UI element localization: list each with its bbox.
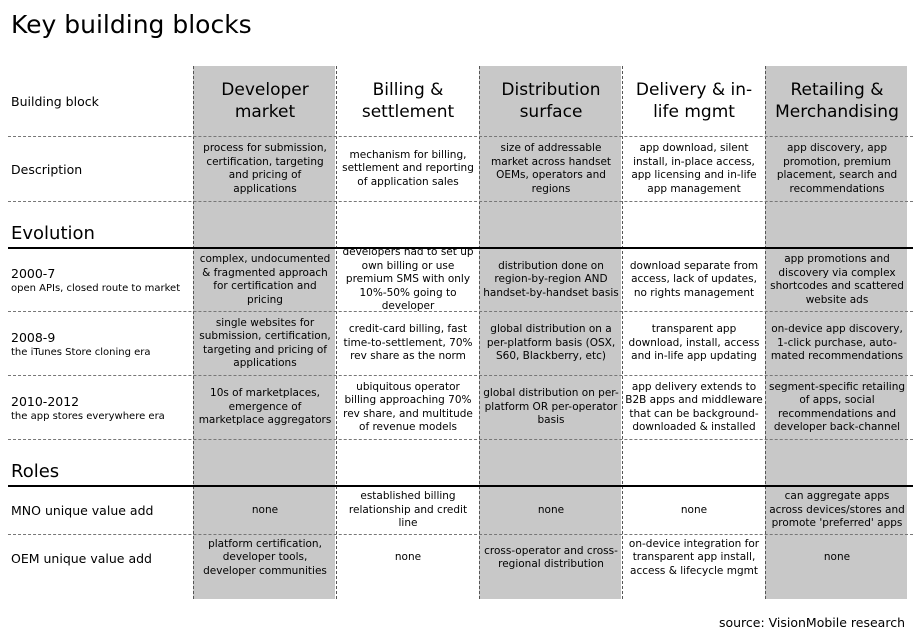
evolution-cell: app promotions and discovery via complex shortcodes and scattered website ads (770, 253, 904, 306)
evolution-cell: developers had to set up own billing or use premium SMS with only 10%-50% going to developer (342, 246, 474, 313)
description-label: Description (11, 161, 83, 177)
evolution-cell: 10s of marketplaces, emergence of marketplace aggregators (198, 387, 332, 427)
role-cell: cross-operator and cross-regional distribution (484, 544, 618, 570)
evolution-cell: transparent app download, install, access and in-life app updating (628, 323, 760, 363)
col-divider (479, 66, 480, 599)
role-cell: established billing relationship and credit line (348, 490, 468, 530)
column-header-delivery: Delivery & in-life mgmt (635, 80, 753, 122)
row-label-oem: OEM unique value add (11, 550, 152, 566)
evolution-cell: on-device app discovery, 1-click purchase, auto-mated recommendations (770, 323, 904, 363)
description-cell: app discovery, app promotion, premium placement, search and recommendations (776, 142, 898, 195)
description-cell: app download, silent install, in-place access, app licensing and in-life app management (631, 142, 757, 195)
page-title: Key building blocks (11, 10, 252, 39)
evolution-cell: segment-specific retailing of apps, social recommendations and developer back-channel (768, 380, 906, 433)
role-cell: on-device integration for transparent app install, access & lifecycle mgmt (628, 537, 760, 577)
header-row-label (11, 66, 99, 136)
role-cell: none (394, 551, 422, 564)
evolution-cell: credit-card billing, fast time-to-settlement, 70% rev share as the norm (343, 323, 473, 363)
description-cell: mechanism for billing, settlement and reporting of application sales (342, 148, 474, 188)
row-label-2000-7: 2000-7 open APIs, closed route to market (11, 266, 181, 294)
role-cell: none (680, 503, 708, 516)
row-divider (8, 201, 913, 202)
row-label-2010-2012: 2010-2012 the app stores everywhere era (11, 393, 165, 422)
role-cell: none (537, 503, 565, 516)
description-cell: process for submission, certification, targeting and pricing of applications (203, 142, 327, 195)
col-divider (336, 66, 337, 599)
column-header-retailing: Retailing & Merchandising (775, 80, 899, 122)
evolution-cell: complex, undocumented & fragmented approach for certification and pricing (199, 253, 331, 306)
section-heading-evolution: Evolution (11, 223, 95, 244)
evolution-cell: global distribution on per-platform OR per-operator basis (483, 387, 619, 427)
row-label-2008-9: 2008-9 the iTunes Store cloning era (11, 329, 151, 358)
evolution-cell: download separate from access, lack of updates, no rights management (629, 259, 759, 299)
evolution-cell: app delivery extends to B2B apps and middleware that can be background-downloaded & installed (625, 380, 763, 433)
role-cell: platform certification, developer tools, developer communities (203, 537, 327, 577)
section-heading-roles: Roles (11, 461, 60, 482)
evolution-cell: single websites for submission, certification, targeting and pricing of applications (199, 316, 331, 369)
col-divider (193, 66, 194, 599)
column-header-distribution: Distribution surface (501, 80, 601, 122)
role-cell: none (251, 503, 279, 516)
row-divider (8, 439, 913, 440)
building-block-label: Building block (11, 93, 99, 109)
col-divider (622, 66, 623, 599)
source-note: source: VisionMobile research (718, 615, 905, 630)
role-cell: none (823, 551, 851, 564)
evolution-cell: ubiquitous operator billing approaching 70% rev share, and multitude of revenue models (343, 380, 473, 433)
description-cell: size of addressable market across handset OEMs, operators and regions (490, 142, 612, 195)
column-header-billing: Billing & settlement (361, 80, 455, 122)
col-divider (765, 66, 766, 599)
row-label-mno: MNO unique value add (11, 503, 154, 518)
evolution-cell: distribution done on region-by-region AND handset-by-handset basis (483, 259, 619, 299)
column-header-developer: Developer market (221, 80, 309, 122)
role-cell: can aggregate apps across devices/stores and promote 'preferred' apps (769, 490, 905, 530)
evolution-cell: global distribution on a per-platform basis (OSX, S60, Blackberry, etc) (486, 323, 616, 363)
